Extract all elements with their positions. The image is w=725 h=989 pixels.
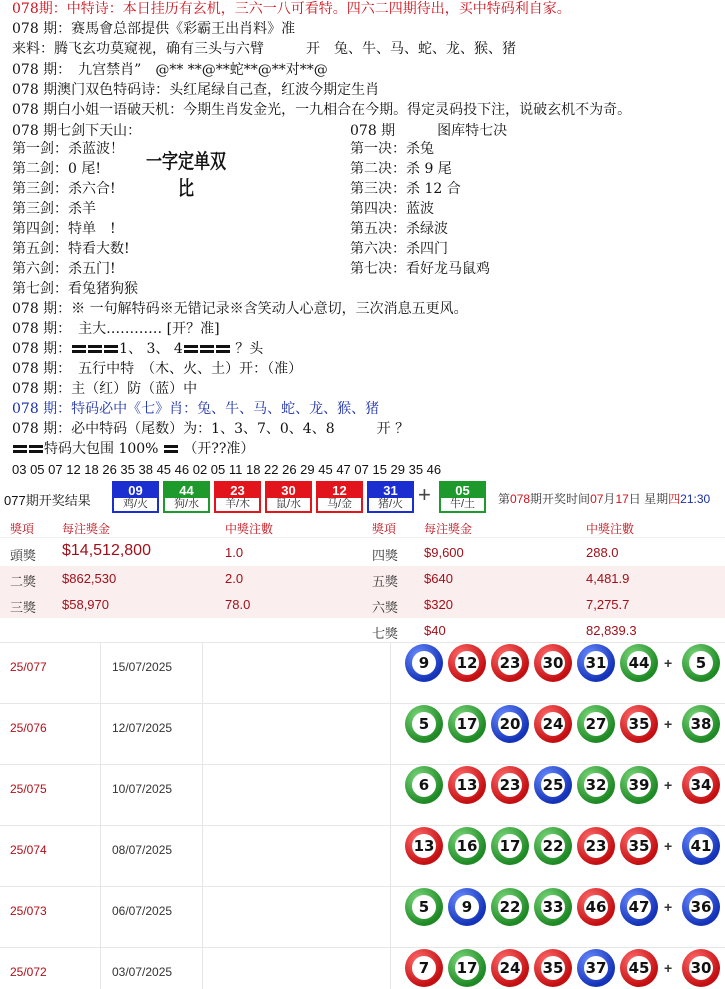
history-ball: 45 (620, 949, 658, 987)
plus-sign: + (664, 777, 673, 793)
jue-item: 第二决：杀 9 尾 (350, 161, 452, 177)
headline-poem: 078期：中特诗：本日挂历有玄机，三六一八可看特。四六二四期待出，买中特码利自家。 (12, 1, 571, 17)
line-prefix: 078 期： (12, 341, 72, 357)
gallery-title: 078 期 图库特七决 (350, 123, 508, 139)
line-tail-numbers: 078 期：必中特码（尾数）为：1、3、7、0、4、8 开 ？ (12, 421, 410, 437)
line-seven-zodiac: 078 期：特码必中《七》肖：兔、牛、马、蛇、龙、猴、猪 (12, 401, 380, 417)
history-ball: 27 (577, 705, 615, 743)
jue-item: 第五决：杀绿波 (350, 221, 448, 237)
history-ball: 17 (448, 949, 486, 987)
line-main-big: 078 期： 主大………… [开？准] (12, 321, 220, 337)
line-five-elements: 078 期： 五行中特 （木、火、土）开：（准） (12, 361, 303, 377)
history-row (0, 703, 725, 763)
history-period: 25/074 (10, 843, 47, 857)
history-ball: 17 (491, 827, 529, 865)
history-ball: 30 (534, 644, 572, 682)
history-ball: 17 (448, 705, 486, 743)
history-date: 08/07/2025 (112, 843, 173, 857)
jue-item: 第一决：杀兔 (350, 141, 434, 157)
next-draw-info: 第078期开奖时间07月17日 星期四21:30 (498, 492, 711, 506)
history-ball: 31 (577, 644, 615, 682)
line-seven-swords-title: 078 期七剑下天山： (12, 123, 142, 139)
history-ball: 5 (405, 888, 443, 926)
prize-row: 頭獎 $14,512,800 1.0 四獎 $9,600 288.0 (10, 542, 619, 563)
history-ball: 37 (577, 949, 615, 987)
sword-item: 第五剑：特看大数! (12, 241, 130, 257)
history-ball: 16 (448, 827, 486, 865)
history-date: 12/07/2025 (112, 721, 173, 735)
line-head-numbers (12, 340, 263, 359)
history-period: 25/072 (10, 965, 47, 979)
history-special-ball: 5 (682, 644, 720, 682)
history-ball: 35 (534, 949, 572, 987)
result-ball: 23 羊/木 (214, 481, 261, 513)
history-ball: 5 (405, 705, 443, 743)
history-ball: 39 (620, 766, 658, 804)
sword-item: 第一剑：杀蓝波！ (12, 141, 124, 157)
calligraphy-text (146, 148, 226, 202)
history-date: 06/07/2025 (112, 904, 173, 918)
history-ball: 9 (405, 644, 443, 682)
history-ball: 23 (491, 766, 529, 804)
prize-row: 三獎 $58,970 78.0 六獎 $320 7,275.7 (0, 592, 725, 618)
sword-item: 第六剑：杀五门! (12, 261, 116, 277)
line-nine-palace: 078 期： 九宫禁肖” @** **@**蛇**@**对**@ (12, 62, 328, 78)
history-special-ball: 30 (682, 949, 720, 987)
line-big-package (12, 440, 254, 459)
history-period: 25/076 (10, 721, 47, 735)
result-ball: 09 鸡/火 (112, 481, 159, 513)
sword-item: 第二剑：0 尾! (12, 161, 101, 177)
jue-item: 第三决：杀 12 合 (350, 181, 461, 197)
draw-result-label: 077期开奖结果 (4, 493, 91, 508)
sword-item: 第三剑：杀六合! (12, 181, 116, 197)
history-ball: 23 (577, 827, 615, 865)
jue-item: 第四决：蓝波 (350, 201, 434, 217)
history-row (0, 886, 725, 946)
history-row (0, 825, 725, 885)
prize-table (0, 516, 725, 642)
calligraphy-line: 一字定单双 (146, 149, 226, 173)
result-ball: 30 鼠/水 (265, 481, 312, 513)
head-question: ？头 (235, 341, 264, 357)
history-ball: 35 (620, 705, 658, 743)
history-ball: 9 (448, 888, 486, 926)
calligraphy-line: 比 (178, 176, 194, 200)
line-macau-poem: 078 期澳门双色特码诗：头红尾绿自己查，红波今期定生肖 (12, 82, 380, 98)
sword-item: 第四剑：特单 ! (12, 221, 116, 237)
prize-row: 七獎 $40 82,839.3 (372, 623, 637, 641)
line-main-color: 078 期：主（红）防（蓝）中 (12, 381, 198, 397)
history-ball: 22 (534, 827, 572, 865)
history-row (0, 642, 725, 702)
plus-sign: + (664, 838, 673, 854)
history-date: 15/07/2025 (112, 660, 173, 674)
jue-item: 第七决：看好龙马鼠鸡 (350, 261, 490, 277)
history-ball: 33 (534, 888, 572, 926)
history-ball: 23 (491, 644, 529, 682)
history-ball: 25 (534, 766, 572, 804)
history-period: 25/075 (10, 782, 47, 796)
history-ball: 46 (577, 888, 615, 926)
history-date: 03/07/2025 (112, 965, 173, 979)
number-package-list: 03 05 07 12 18 26 35 38 45 46 02 05 11 18 22 26 29 45 47 07 15 29 35 46 (12, 462, 442, 477)
line-zodiac-open: 来料：腾飞玄功莫窥视，确有三头与六臂 开 兔、牛、马、蛇、龙、猴、猪 (12, 41, 516, 57)
prize-row: 二獎 $862,530 2.0 五獎 $640 4,481.9 (0, 566, 725, 592)
package-label: 特码大包围 100% (44, 441, 159, 457)
history-period: 25/077 (10, 660, 47, 674)
result-ball: 31 猪/火 (367, 481, 414, 513)
package-status: （开??准） (183, 441, 255, 457)
history-ball: 44 (620, 644, 658, 682)
plus-sign: + (664, 960, 673, 976)
history-special-ball: 41 (682, 827, 720, 865)
history-special-ball: 38 (682, 705, 720, 743)
plus-sign: + (664, 655, 673, 671)
result-ball: 44 狗/水 (163, 481, 210, 513)
history-date: 10/07/2025 (112, 782, 173, 796)
history-row (0, 764, 725, 824)
history-ball: 24 (534, 705, 572, 743)
plus-sign: + (664, 716, 673, 732)
head-numbers: 1、 3、 4 (119, 341, 183, 357)
plus-sign: + (418, 482, 431, 507)
history-special-ball: 34 (682, 766, 720, 804)
history-ball: 20 (491, 705, 529, 743)
history-ball: 24 (491, 949, 529, 987)
result-ball: 12 马/金 (316, 481, 363, 513)
history-ball: 13 (405, 827, 443, 865)
history-ball: 12 (448, 644, 486, 682)
sword-item: 第三剑：杀羊 (12, 201, 96, 217)
line-source: 078 期：赛馬會总部提供《彩霸王出肖料》准 (12, 21, 296, 37)
plus-sign: + (664, 899, 673, 915)
history-ball: 13 (448, 766, 486, 804)
history-ball: 22 (491, 888, 529, 926)
line-white-lady: 078 期白小姐一语破天机：今期生肖发金光，一九相合在今期。得定灵码投下注，说破玄机不为奇。 (12, 102, 632, 118)
line-one-sentence: 078 期：※ 一句解特码※无错记录※含笑动人心意切，三次消息五更风。 (12, 301, 468, 317)
special-ball: 05 牛/土 (439, 481, 486, 513)
history-ball: 6 (405, 766, 443, 804)
sword-item: 第七剑：看兔猪狗猴 (12, 281, 138, 297)
jue-item: 第六决：杀四门 (350, 241, 448, 257)
draw-result-bar (0, 478, 725, 516)
history-ball: 47 (620, 888, 658, 926)
history-period: 25/073 (10, 904, 47, 918)
history-ball: 7 (405, 949, 443, 987)
history-special-ball: 36 (682, 888, 720, 926)
history-ball: 35 (620, 827, 658, 865)
prize-table-header: 獎項 每注獎金 中獎注數 獎項 每注獎金 中獎注數 (0, 516, 725, 538)
history-ball: 32 (577, 766, 615, 804)
history-row (0, 947, 725, 989)
